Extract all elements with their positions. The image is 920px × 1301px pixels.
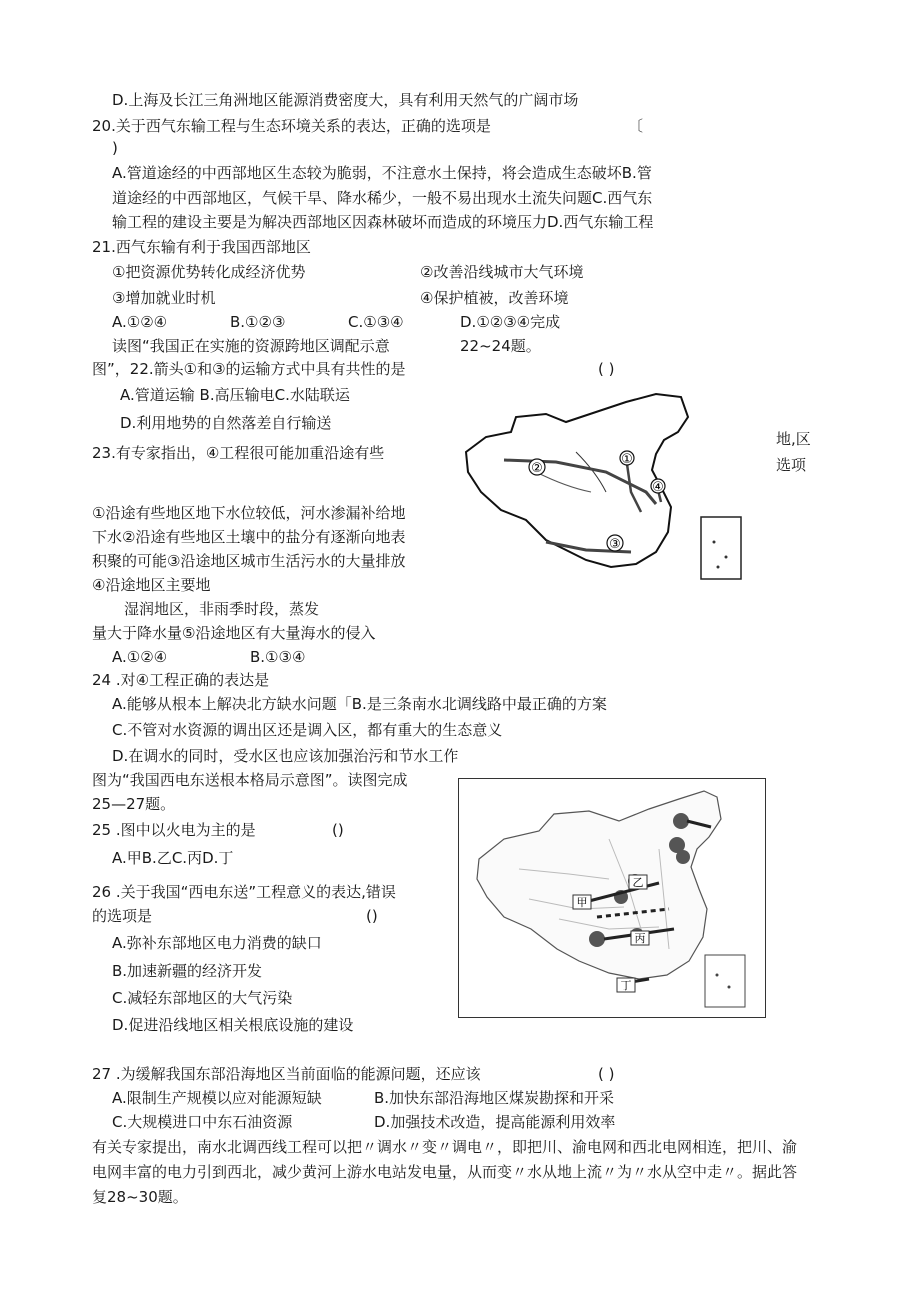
map2-label-yi: 乙 — [632, 876, 644, 889]
q21-option-a: A.①②④ — [112, 313, 168, 331]
q23-option-a: A.①②④ — [112, 648, 168, 666]
read-instruction-1: 读图“我国正在实施的资源跨地区调配示意 — [112, 337, 390, 355]
map1-marker-1: ① — [621, 452, 633, 467]
read-instruction-2-end: 25—27题。 — [92, 795, 176, 813]
side-text-1: 地,区 — [776, 430, 811, 448]
read-instruction-2: 图为“我国西电东送根本格局示意图”。读图完成 — [92, 771, 408, 789]
q27-option-c: C.大规模进口中东石油资源 — [112, 1113, 293, 1131]
q22-option-d: D.利用地势的自然落差自行输送 — [120, 414, 332, 432]
q23-item-line2: 下水②沿途有些地区土壤中的盐分有逐渐向地表 — [92, 528, 406, 546]
map2-label-ding: 丁 — [620, 979, 632, 992]
q26-option-b: B.加速新疆的经济开发 — [112, 962, 263, 980]
q21-option-d: D.①②③④完成 — [460, 313, 561, 331]
q24-stem: 24 .对④工程正确的表达是 — [92, 671, 270, 689]
q27-stem: 27 .为缓解我国东部沿海地区当前面临的能源问题，还应该 — [92, 1065, 481, 1083]
q20-paren-close: ) — [112, 139, 118, 157]
q20-options-line1: A.管道途经的中西部地区生态较为脆弱，不注意水土保持，将会造成生态破坏B.管 — [112, 164, 652, 182]
map1-marker-2: ② — [531, 461, 543, 476]
q26-option-d: D.促进沿线地区相关根底设施的建设 — [112, 1016, 354, 1034]
q24-options-ab: A.能够从根本上解决北方缺水问题「B.是三条南水北调线路中最正确的方案 — [112, 695, 607, 713]
q27-option-b: B.加快东部沿海地区煤炭勘探和开采 — [374, 1089, 615, 1107]
q27-paren: ( ) — [598, 1065, 615, 1083]
q25-options: A.甲B.乙C.丙D.丁 — [112, 849, 234, 867]
q24-option-c: C.不管对水资源的调出区还是调入区，都有重大的生态意义 — [112, 721, 503, 739]
q20-options-line3: 输工程的建设主要是为解决西部地区因森林破坏而造成的环境压力D.西气东输工程 — [112, 213, 654, 231]
read-instruction-1-end: 22~24题。 — [460, 337, 541, 355]
q21-item2: ②改善沿线城市大气环境 — [420, 263, 584, 281]
paragraph-line3: 复28~30题。 — [92, 1188, 188, 1206]
q22-stem: 图”，22.箭头①和③的运输方式中具有共性的是 — [92, 360, 406, 378]
q21-item4: ④保护植被，改善环境 — [420, 289, 569, 307]
q21-item3: ③增加就业时机 — [112, 289, 216, 307]
side-text-2: 选项 — [776, 456, 807, 474]
q25-paren: () — [332, 821, 344, 839]
paragraph-line1: 有关专家提出，南水北调西线工程可以把〃调水〃变〃调电〃，即把川、渝电网和西北电网相连，把川、渝 — [92, 1138, 798, 1156]
q21-option-b: B.①②③ — [230, 313, 286, 331]
q26-stem-2: 的选项是 — [92, 907, 153, 925]
q21-stem: 21.西气东输有利于我国西部地区 — [92, 238, 311, 256]
q27-option-a: A.限制生产规模以应对能源短缺 — [112, 1089, 322, 1107]
q20-stem: 20.关于西气东输工程与生态环境关系的表达，正确的选项是 — [92, 117, 491, 135]
q26-option-c: C.减轻东部地区的大气污染 — [112, 989, 293, 1007]
power-transmission-map — [458, 778, 766, 1018]
q21-item1: ①把资源优势转化成经济优势 — [112, 263, 306, 281]
q21-option-c: C.①③④ — [348, 313, 404, 331]
q20-paren-open: 〔 — [628, 117, 644, 135]
map2-label-jia: 甲 — [576, 896, 588, 909]
q22-paren: ( ) — [598, 360, 615, 378]
q23-item-line6: 量大于降水量⑤沿途地区有大量海水的侵入 — [92, 624, 376, 642]
q23-item-line5: 湿润地区，非雨季时段，蒸发 — [124, 600, 320, 618]
q19-option-d: D.上海及长江三角洲地区能源消费密度大，具有利用天然气的广阔市场 — [112, 91, 579, 109]
q23-item-line3: 积聚的可能③沿途地区城市生活污水的大量排放 — [92, 552, 406, 570]
q26-paren: () — [366, 907, 378, 925]
q24-option-d: D.在调水的同时，受水区也应该加强治污和节水工作 — [112, 747, 459, 765]
q20-options-line2: 道途经的中西部地区，气候干旱、降水稀少，一般不易出现水土流失问题C.西气东 — [112, 189, 653, 207]
resource-allocation-map — [456, 392, 756, 592]
q23-item-line1: ①沿途有些地区地下水位较低，河水渗漏补给地 — [92, 504, 406, 522]
paragraph-line2: 电网丰富的电力引到西北，减少黄河上游水电站发电量，从而变〃水从地上流〃为〃水从空中走〃。据此答 — [92, 1163, 798, 1181]
q23-stem: 23.有专家指出，④工程很可能加重沿途有些 — [92, 444, 385, 462]
q22-options-abc: A.管道运输 B.高压输电C.水陆联运 — [120, 386, 350, 404]
q23-item-line4: ④沿途地区主要地 — [92, 576, 211, 594]
map1-marker-3: ③ — [609, 537, 621, 552]
map1-marker-4: ④ — [652, 480, 664, 495]
q26-option-a: A.弥补东部地区电力消费的缺口 — [112, 934, 322, 952]
q25-stem: 25 .图中以火电为主的是 — [92, 821, 256, 839]
q27-option-d: D.加强技术改造，提高能源利用效率 — [374, 1113, 616, 1131]
q26-stem: 26 .关于我国“西电东送”工程意义的表达,错误 — [92, 883, 396, 901]
map2-label-bing: 丙 — [634, 932, 646, 945]
q23-option-b: B.①③④ — [250, 648, 306, 666]
